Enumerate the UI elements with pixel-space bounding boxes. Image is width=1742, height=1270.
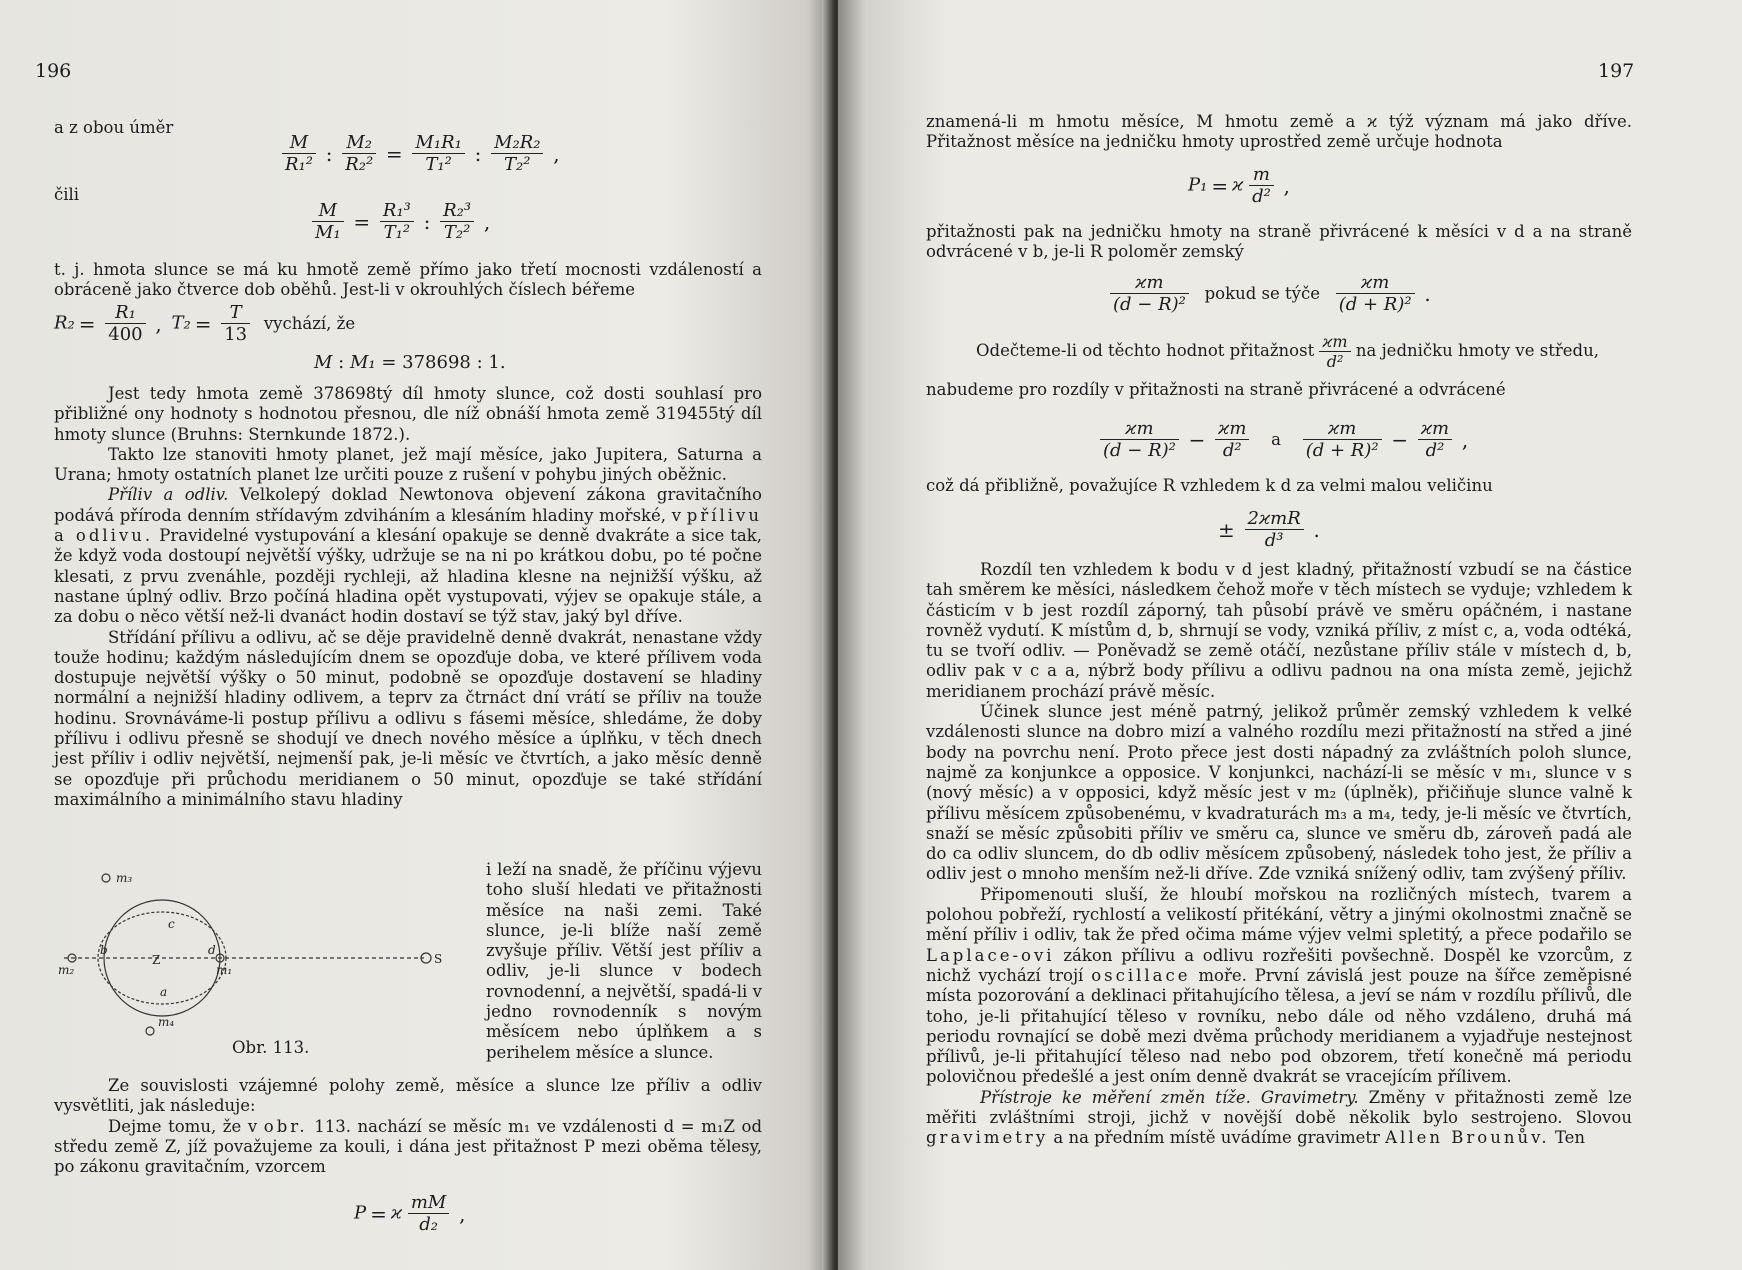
figure-caption: Obr. 113. — [232, 1038, 310, 1057]
paragraph: Účinek slunce jest méně patrný, jelikož průměr zemský vzhledem k velké vzdálenosti slunce na dobro mizí a valného rozdílu mezi přitažností na střed a jiné body na povrchu není. Proto přece jest dosti nápadný za zvláštních poloh slunce, najmě za konjunkce a opposice. V konjunkci, nachází-li se měsíc v m₁, slunce v s (nový měsíc) a v opposici, když měsíc jest v m₂ (úplněk), přičiňuje slunce valně k přílivu měsícem způsobenému, v kvadraturách m₃ a m₄, tedy, je-li měsíc ve čtvrtích, snaží se měsíc způsobiti příliv ve směru ca, slunce ve směru db, zároveň padá ale do ca odliv sluncem, do db odliv měsícem způsobený, následek toho jest, že příliv a odliv jest o mnoho menším než-li dříve. Zde vzniká snížený odliv, tam zvýšený příliv. — [926, 702, 1632, 884]
formula-approx: ± 2ϰmR d³ . — [1218, 508, 1320, 551]
paragraph: nabudeme pro rozdíly v přitažnosti na straně přivrácené a odvrácené — [926, 380, 1506, 399]
paragraph: Dejme tomu, že v obr. 113. nachází se měsíc m₁ ve vzdálenosti d = m₁Z od středu země Z, jíž považujeme za kouli, i dána jest přitažnost P mezi oběma tělesy, po zákonu gravitačním, vzorcem — [54, 1116, 763, 1177]
label-m2: m₂ — [58, 963, 75, 977]
paragraph: Střídání přílivu a odlivu, ač se děje pravidelně denně dvakrát, nenastane vždy touže hodinu; každým následujícím dnem se opozďuje doba, ve které přílivem voda dostupuje největší výšky o 50 minut, podobně se opozďuje dostavení se hladiny normální a nejnižší hladiny odlivem, a teprv za čtrnáct dní vrátí se příliv na touže hodinu. Srovnáváme-li postup přílivu a odlivu s fásemi měsíce, shledáme, že doby přílivu i odlivu přesně se shodují ve dnech nového měsíce a úplňku, v těch dnech jest příliv i odliv největší, nejmenší pak, je-li měsíc ve čtvrtích, a jako měsíc denně se opozďuje při průchodu meridianem o 50 minut, opozďuje se také střídání maximálního a minimálního stavu hladiny — [54, 627, 762, 809]
formula-mass-ratio: $\frac{M}{\text{R₁²}}$ : $\frac{\text{M₂}}{\text{R₂²}}$ = $\frac{\text{M₁R₁}}{\text{T₁²}}$ : $\frac{\text{M₂R₂}}{\text{T₂²}}$ , — [282, 132, 564, 175]
formula-P1: P₁ = ϰ $\frac{m}{\text{d²}}$ , — [1188, 164, 1290, 207]
formula-near-far: $\frac{ϰm}{\text{(d − R)²}}$ pokud se týče $\frac{ϰm}{\text{(d + R)²}}$ . — [1110, 272, 1435, 315]
paragraph: Ze souvislosti vzájemné polohy země, měsíce a slunce lze příliv a odliv vysvětliti, jak následuje: — [54, 1076, 762, 1116]
paragraph: znamená-li m hmotu měsíce, M hmotu země a ϰ týž význam má jako dříve. Přitažnost měsíce na jedničku hmoty uprostřed země určuje hodnota — [926, 112, 1632, 152]
paragraph: Přístroje ke měření změn tíže. Gravimetry. Změny v přitažnosti země lze měřiti zvláštními stroji, jichž v novější době několik bylo sestrojeno. Slovou gravimetry a na předním místě uvádíme gravimetr Allen Brounův. Ten — [926, 1087, 1632, 1148]
formula-values: R₂ = $\frac{\text{R₁}}{400}$ , T₂ = $\frac{T}{13}$ vychází, že — [54, 302, 356, 345]
paragraph: přitažnosti pak na jedničku hmoty na straně přivrácené k měsíci v d a na straně odvrácené v b, je-li R poloměr zemský — [926, 222, 1632, 262]
paragraph: Jest tedy hmota země 378698tý díl hmoty slunce, což dosti souhlasí pro přibližné ony hodnoty s hodnotou přesnou, dle níž obnáší hmota země 319455tý díl hmoty slunce (Bruhns: Sternkunde 1872.). — [54, 384, 762, 444]
right-page — [838, 0, 1742, 1270]
paragraph: což dá přibližně, považujíce R vzhledem k d za velmi malou veličinu — [926, 476, 1493, 495]
left-body-text — [54, 384, 762, 810]
label-a: a — [160, 985, 168, 999]
paragraph: Takto lze stanoviti hmoty planet, jež mají měsíce, jako Jupitera, Saturna a Urana; hmoty ostatních planet lze určiti pouze z rušení v pohybu jiných oběžnic. — [54, 444, 762, 485]
formula-ratio-result: M : M₁ = 378698 : 1. — [314, 352, 506, 373]
paragraph-beside-figure: i leží na snadě, že příčinu výjevu toho sluší hledati ve přitažnosti měsíce na naši zemi. Také slunce, je-li blíže naší země zvyšuje příliv. Větší jest příliv a odliv, je-li slunce v bodech rovnodenní, a největší, spadá-li v jedno rovnodenník s novým měsícem nebo úplňkem a s perihelem měsíce a slunce. — [486, 860, 762, 1062]
paragraph: Příliv a odliv. Velkolepý doklad Newtonova objevení zákona gravitačního podává příroda denním střídavým zdviháním a klesáním hladiny mořské, v přílivu a odlivu. Pravidelné vystupování a klesání opakuje se denně dvakráte a sice tak, že když voda dostoupí největší výšky, udržuje se na ni po krátkou dobu, po té počne klesati, z prvu zvenáhle, později rychleji, až hladina klesne na nejnižší výšku, až nastane úplný odliv. Brzo počíná hladina opět vystupovati, výjev se opakuje stále, a za dobu o něco větší než-li dvanáct hodin dostaví se týž stav, jaký byl dříve. — [54, 485, 763, 627]
label-Z: Z — [152, 953, 161, 967]
paragraph-odecteme: Odečteme-li od těchto hodnot přitažnost $\frac{ϰm}{\text{d²}}$ na jedničku hmoty ve středu, — [976, 332, 1599, 371]
page-number: 197 — [1598, 60, 1635, 82]
label-m1: m₁ — [216, 963, 233, 977]
paragraph-tj: t. j. hmota slunce se má ku hmotě země přímo jako třetí mocnosti vzdáleností a obráceně jako čtverce dob oběhů. Jest-li v okrouhlých číslech béřeme — [54, 260, 762, 300]
page-number: 196 — [35, 60, 72, 82]
label-sun: S — [434, 952, 443, 966]
paragraph: Rozdíl ten vzhledem k bodu v d jest kladný, přitažností vzbudí se na částice tah směrem ke měsíci, následkem čehož moře v těch místech se vyduje; vzhledem k částicím v b jest rozdíl záporný, tah působí právě ve směru opáčném, i nastane rovněž vydutí. K místům d, b, shrnují se vody, vzniká příliv, z míst c, a, voda odtéká, tu se tvoří odliv. — Poněvadž se země otáčí, nezůstane příliv stále v místech d, b, odliv pak v c a a, nýbrž body přílivu a odlivu padnou na ona místa země, jejichž meridianem prochází právě měsíc. — [926, 560, 1632, 701]
tide-figure — [58, 868, 458, 1058]
label-b: b — [100, 943, 108, 957]
left-page — [0, 0, 832, 1270]
label-d: d — [208, 943, 216, 957]
label-m4: m₄ — [158, 1015, 175, 1029]
formula-gravitation: P = ϰ $\frac{mM}{\text{d₂}}$ , — [354, 1192, 466, 1235]
label-c: c — [168, 917, 175, 931]
formula-differences: $\frac{ϰm}{\text{(d − R)²}}$ − $\frac{ϰm}{\text{d²}}$ a $\frac{ϰm}{\text{(d + R)²}}$ − $\frac{ϰm}{\text{d²}}$ , — [1100, 418, 1472, 461]
cili-text: čili — [54, 185, 80, 204]
paragraph: Připomenouti sluší, že hloubí mořskou na rozličných místech, tvarem a polohou pobřeží, rychlostí a velikostí přitékání, větry a jinými okolnostmi značně se mění příliv i odliv, tak že před očima máme výjev velmi spletitý, a přece podařilo se Laplace-ovi zákon přílivu a odlivu rozřešiti povšechně. Dospěl ke vzorcům, z nichž vychází trojí oscillace moře. První závislá jest pouze na šířce zeměpisné místa pozorování a deklinaci přitahujícího tělesa, a jeví se nám v rozdílu přílivů, dle toho, je-li přitahující těleso v rovníku, nebo dále od něho vzdáleno, druhá má periodu rovnající se době mezi dvěma průchody meridianem a vyjadřuje nestejnost přílivů, je-li přitahující těleso nad nebo pod obzorem, třetí konečně má periodu polovičnou předešlé a jest oním denně dvakrát se vracejícím přílivem. — [926, 884, 1633, 1087]
intro-text: a z obou úměr — [54, 118, 174, 137]
label-m3: m₃ — [116, 871, 133, 885]
left-body-text-2 — [54, 1076, 762, 1177]
formula-kepler: $\frac{M}{\text{M₁}}$ = $\frac{\text{R₁³}}{\text{T₁²}}$ : $\frac{\text{R₂³}}{\text{T₂²}}$ , — [312, 200, 494, 243]
right-body-text — [926, 560, 1632, 1149]
